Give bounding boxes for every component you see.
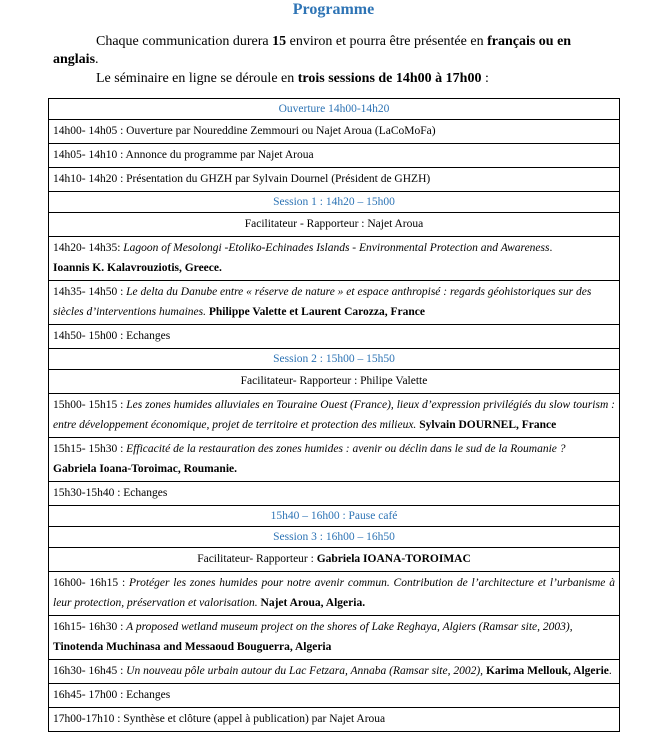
session-header-1: Session 1 : 14h20 – 15h00	[49, 192, 620, 213]
programme-table	[48, 98, 620, 732]
session-header-ouverture: Ouverture 14h00-14h20	[49, 99, 620, 120]
schedule-row: 14h00- 14h05 : Ouverture par Noureddine Zemmouri ou Najet Aroua (LaCoMoFa)	[49, 120, 620, 144]
schedule-row: 14h50- 15h00 : Echanges	[49, 325, 620, 349]
facilitator-row: Facilitateur- Rapporteur : Gabriela IOANA-TOROIMAC	[49, 548, 620, 572]
intro-paragraph-2: Le séminaire en ligne se déroule en trois sessions de 14h00 à 17h00 :	[96, 71, 489, 86]
session-header-3: Session 3 : 16h00 – 16h50	[49, 527, 620, 548]
facilitator-row: Facilitateur- Rapporteur : Philipe Valette	[49, 370, 620, 394]
schedule-row: 16h45- 17h00 : Echanges	[49, 684, 620, 708]
schedule-row: 14h10- 14h20 : Présentation du GHZH par Sylvain Dournel (Président de GHZH)	[49, 168, 620, 192]
talk-row: 14h35- 14h50 : Le delta du Danube entre « réserve de nature » et espace anthropisé : regards géohistoriques sur des siècles d’interventions humaines. Philippe Valette et Laurent Carozza, France	[49, 281, 620, 325]
talk-row: 14h20- 14h35: Lagoon of Mesolongi -Etoliko-Echinades Islands - Environmental Protection and Awareness. Ioannis K. Kalavrouziotis, Greece.	[49, 237, 620, 281]
talk-row: 15h15- 15h30 : Efficacité de la restauration des zones humides : avenir ou déclin dans le sud de la Roumanie ? Gabriela Ioana-Toroimac, Roumanie.	[49, 438, 620, 482]
intro-paragraph-1: Chaque communication durera 15 environ et pourra être présentée en français ou en anglais.	[53, 34, 572, 67]
session-header-2: Session 2 : 15h00 – 15h50	[49, 349, 620, 370]
pause-row: 15h40 – 16h00 : Pause café	[49, 506, 620, 527]
talk-row: 16h15- 16h30 : A proposed wetland museum project on the shores of Lake Reghaya, Algiers (Ramsar site, 2003), Tinotenda Muchinasa and Messaoud Bouguerra, Algeria	[49, 616, 620, 660]
schedule-row: 17h00-17h10 : Synthèse et clôture (appel à publication) par Najet Aroua	[49, 708, 620, 732]
talk-row: 15h00- 15h15 : Les zones humides alluviales en Touraine Ouest (France), lieux d’expression privilégiés du slow tourism : entre développement économique, projet de territoire et protection des milieux. Sylvain DOURNEL, France	[49, 394, 620, 438]
talk-row: 16h00- 16h15 : Protéger les zones humides pour notre avenir commun. Contribution de l’architecture et l’urbanisme à leur protection, préservation et valorisation. Najet Aroua, Algeria.	[49, 572, 620, 616]
facilitator-row: Facilitateur - Rapporteur : Najet Aroua	[49, 213, 620, 237]
schedule-row: 14h05- 14h10 : Annonce du programme par Najet Aroua	[49, 144, 620, 168]
schedule-row: 15h30-15h40 : Echanges	[49, 482, 620, 506]
talk-row: 16h30- 16h45 : Un nouveau pôle urbain autour du Lac Fetzara, Annaba (Ramsar site, 2002), Karima Mellouk, Algerie.	[49, 660, 620, 684]
page-title: Programme	[292, 1, 375, 18]
